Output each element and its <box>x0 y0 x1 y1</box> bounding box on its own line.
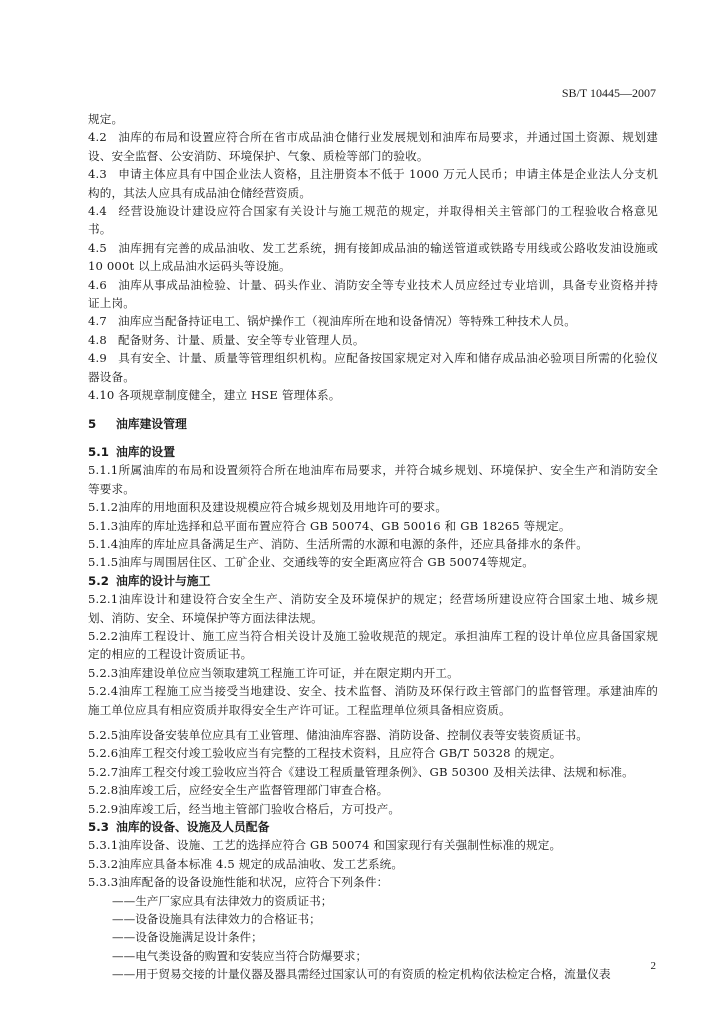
clause-text: 油库工程交付竣工验收应当有完整的工程技术资料，且应符合 GB/T 50328 的规定。 <box>118 746 562 761</box>
clause-paragraph <box>88 781 658 799</box>
clause-text: 经营设施设计建设应符合国家有关设计与施工规范的规定，并取得相关主管部门的工程验收合格意见书。 <box>88 204 658 237</box>
condition-list <box>88 892 658 984</box>
section-number: 5 <box>88 416 97 431</box>
section-title: 油库的设置 <box>116 444 175 459</box>
clause-paragraph <box>88 517 658 535</box>
clause-text: 各项规章制度健全，建立 HSE 管理体系。 <box>118 388 341 403</box>
clause-number: 5.2.1 <box>88 592 119 607</box>
clause-number: 5.1.3 <box>88 518 119 533</box>
clause-text: 具有安全、计量、质量等管理组织机构。应配备按国家规定对入库和储存成品油必验项目所需的化验仪器设备。 <box>88 351 658 384</box>
clause-number: 4.10 <box>88 388 115 403</box>
section-heading-5-1 <box>88 443 658 461</box>
clause-text: 申请主体应具有中国企业法人资格，且注册资本不低于 1000 万元人民币；申请主体是企业法人分支机构的，其法人应具有成品油仓储经营资质。 <box>88 167 658 200</box>
clause-paragraph <box>88 726 658 744</box>
section-number: 5.2 <box>88 573 109 588</box>
section-title: 油库的设备、设施及人员配备 <box>116 820 270 835</box>
clause-text: 油库配备的设备设施性能和状况，应符合下列条件： <box>118 875 389 890</box>
clause-number: 5.2.4 <box>88 684 119 699</box>
clause-paragraph <box>88 763 658 781</box>
clause-paragraph <box>88 627 658 664</box>
clause-text: 油库竣工后，经当地主管部门验收合格后，方可投产。 <box>118 801 401 816</box>
condition-item: ——生产厂家应具有法律效力的资质证书； <box>112 893 333 908</box>
clause-list-5-2a <box>88 590 658 719</box>
section-number: 5.1 <box>88 444 109 459</box>
condition-item: ——用于贸易交接的计量仪器及器具需经过国家认可的有资质的检定机构依法检定合格，流量仪表 <box>112 967 611 982</box>
clause-text: 规定。 <box>88 112 124 126</box>
clause-paragraph <box>88 386 658 404</box>
clause-list-5-2b <box>88 726 658 818</box>
clause-text: 油库拥有完善的成品油收、发工艺系统，拥有接卸成品油的输送管道或铁路专用线或公路收发油设施或 10 000t 以上成品油水运码头等设施。 <box>88 240 658 274</box>
clause-text: 油库的库址选择和总平面布置应符合 GB 50074、GB 50016 和 GB 18265 等规定。 <box>118 518 571 533</box>
clause-number: 4.8 <box>88 332 107 347</box>
clause-text: 油库的库址应具备满足生产、消防、生活所需的水源和电源的条件，还应具备排水的条件。 <box>118 536 589 551</box>
clause-list-5-1 <box>88 461 658 571</box>
clause-paragraph <box>88 498 658 516</box>
clause-paragraph <box>88 553 658 571</box>
section-heading-5-3 <box>88 818 658 836</box>
clause-text: 油库与周围居住区、工矿企业、交通线等的安全距离应符合 GB 50074等规定。 <box>118 555 534 570</box>
clause-number: 5.1.1 <box>88 463 119 478</box>
condition-item: ——电气类设备的购置和安装应当符合防爆要求； <box>112 948 368 963</box>
clause-number: 5.3.1 <box>88 838 119 853</box>
clause-paragraph <box>88 349 658 386</box>
clause-paragraph <box>88 873 658 891</box>
page-number: 2 <box>650 960 656 972</box>
clause-number: 5.2.8 <box>88 783 119 798</box>
clause-text: 油库的布局和设置应符合所在省市成品油仓储行业发展规划和油库布局要求，并通过国土资源、规划建设、安全监督、公安消防、环境保护、气象、质检等部门的验收。 <box>88 130 658 163</box>
clause-text: 油库应具备本标准 4.5 规定的成品油收、发工艺系统。 <box>118 856 404 871</box>
clause-paragraph <box>88 664 658 682</box>
clause-number: 4.4 <box>88 204 107 219</box>
clause-text: 油库设计和建设符合安全生产、消防安全及环境保护的规定；经营场所建设应符合国家土地、城乡规划、消防、安全、环境保护等方面法律法规。 <box>88 592 658 625</box>
clause-text: 所属油库的布局和设置须符合所在地油库布局要求，并符合城乡规划、环境保护、安全生产和消防安全等要求。 <box>88 463 658 496</box>
condition-item: ——设备设施具有法律效力的合格证书； <box>112 912 321 927</box>
clause-paragraph <box>88 202 658 239</box>
clause-paragraph <box>88 331 658 349</box>
clause-paragraph <box>88 276 658 313</box>
clause-paragraph <box>88 461 658 498</box>
clause-paragraph <box>88 836 658 854</box>
clause-number: 5.2.9 <box>88 801 119 816</box>
section-heading-5-2 <box>88 572 658 590</box>
clause-text: 配备财务、计量、质量、安全等专业管理人员。 <box>118 332 365 347</box>
clause-number: 5.1.4 <box>88 536 119 551</box>
clause-number: 4.6 <box>88 277 107 292</box>
clause-number: 5.3.2 <box>88 856 119 871</box>
clause-paragraph <box>88 682 658 719</box>
clause-paragraph <box>88 855 658 873</box>
clause-number: 4.7 <box>88 314 107 329</box>
section-number: 5.3 <box>88 820 109 835</box>
clause-text: 油库设备安装单位应具有工业管理、储油油库容器、消防设备、控制仪表等安装资质证书。 <box>118 728 589 742</box>
clause-number: 5.2.6 <box>88 746 119 761</box>
clause-paragraph <box>88 535 658 553</box>
clause-paragraph <box>88 165 658 202</box>
clause-text: 油库竣工后，应经安全生产监督管理部门审查合格。 <box>118 783 389 798</box>
header-standard-code: SB/T 10445—2007 <box>561 86 656 100</box>
clause-text: 油库的用地面积及建设规模应符合城乡规划及用地许可的要求。 <box>118 500 448 515</box>
document-body <box>88 110 658 984</box>
clause-number: 5.1.2 <box>88 500 119 515</box>
clause-number: 5.2.7 <box>88 764 119 779</box>
section-heading-5 <box>88 415 658 433</box>
clause-number: 4.3 <box>88 167 107 182</box>
clause-list-5-3 <box>88 836 658 891</box>
condition-item: ——设备设施满足设计条件； <box>112 930 263 945</box>
section-title: 油库建设管理 <box>116 416 187 431</box>
section-title: 油库的设计与施工 <box>116 573 211 588</box>
clause-paragraph <box>88 312 658 330</box>
clause-number: 5.2.2 <box>88 628 119 643</box>
clause-number: 5.2.5 <box>88 728 119 742</box>
clause-number: 5.3.3 <box>88 875 119 890</box>
clause-text: 油库工程交付竣工验收应当符合《建设工程质量管理条例》、GB 50300 及相关法律、法规和标准。 <box>118 764 634 779</box>
clause-paragraph <box>88 239 658 276</box>
clause-number: 5.2.3 <box>88 665 119 680</box>
clause-paragraph <box>88 590 658 627</box>
clause-paragraph <box>88 110 658 128</box>
clause-number: 4.2 <box>88 130 107 145</box>
clause-paragraph <box>88 744 658 762</box>
clause-text: 油库设备、设施、工艺的选择应符合 GB 50074 和国家现行有关强制性标准的规定。 <box>118 838 562 853</box>
clause-list-4 <box>88 110 658 405</box>
clause-text: 油库应当配备持证电工、锅炉操作工（视油库所在地和设备情况）等特殊工种技术人员。 <box>118 314 577 329</box>
clause-paragraph <box>88 800 658 818</box>
clause-text: 油库建设单位应当领取建筑工程施工许可证，并在限定期内开工。 <box>118 665 459 680</box>
clause-text: 油库从事成品油检验、计量、码头作业、消防安全等专业技术人员应经过专业培训，具备专业资格并持证上岗。 <box>88 277 658 311</box>
clause-number: 4.5 <box>88 240 107 255</box>
clause-text: 油库工程设计、施工应当符合相关设计及施工验收规范的规定。承担油库工程的设计单位应具备国家规定的相应的工程设计资质证书。 <box>88 628 658 662</box>
clause-number: 4.9 <box>88 351 107 366</box>
clause-text: 油库工程施工应当接受当地建设、安全、技术监督、消防及环保行政主管部门的监督管理。承建油库的施工单位应具有相应资质并取得安全生产许可证。工程监理单位须具备相应资质。 <box>88 684 658 717</box>
clause-paragraph <box>88 128 658 165</box>
clause-number: 5.1.5 <box>88 555 119 570</box>
